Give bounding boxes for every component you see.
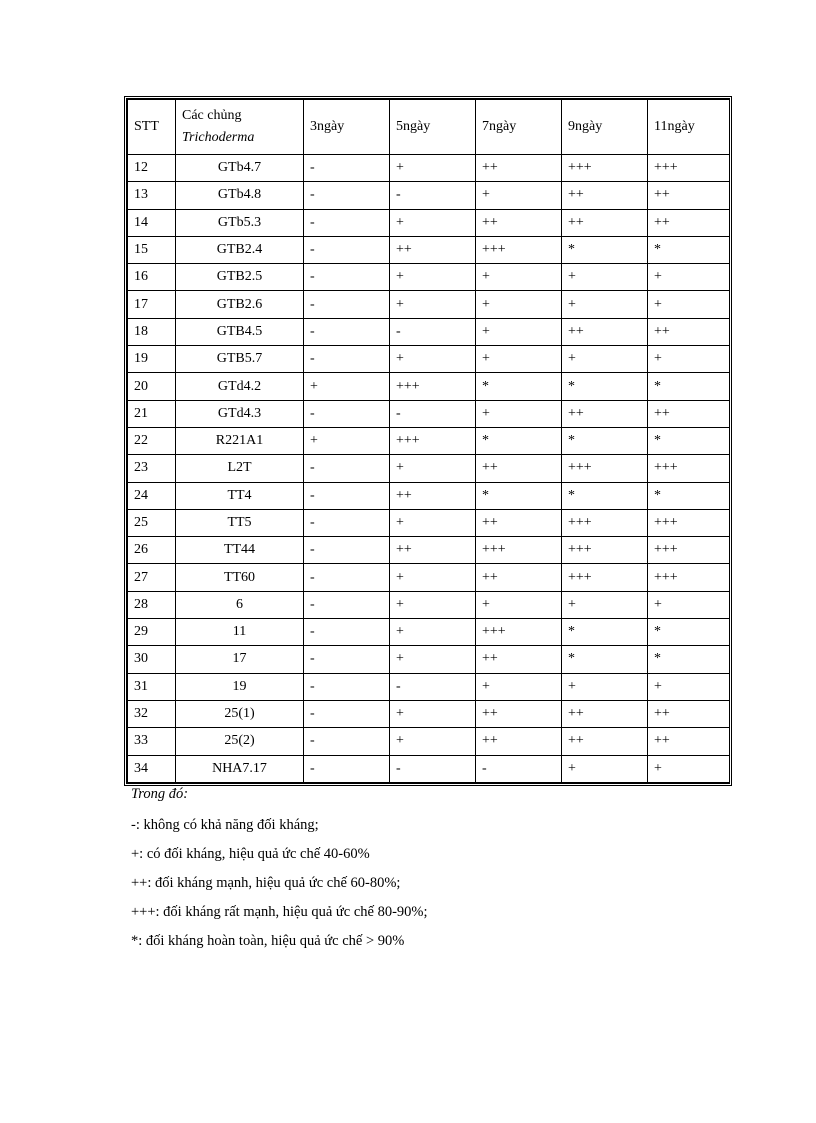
- cell-stt: 14: [128, 209, 176, 236]
- cell-strain: 6: [176, 591, 304, 618]
- cell-strain: 25(1): [176, 700, 304, 727]
- cell-day11: +++: [648, 537, 730, 564]
- cell-day5: +: [390, 700, 476, 727]
- table-row: [128, 318, 730, 345]
- cell-day9: +: [562, 346, 648, 373]
- cell-day11: +++: [648, 564, 730, 591]
- cell-stt: 28: [128, 591, 176, 618]
- table-row: [128, 537, 730, 564]
- cell-day5: +: [390, 646, 476, 673]
- cell-day3: -: [304, 291, 390, 318]
- cell-day7: +: [476, 291, 562, 318]
- cell-day5: ++: [390, 236, 476, 263]
- cell-day3: -: [304, 591, 390, 618]
- cell-day5: +: [390, 209, 476, 236]
- cell-day9: +++: [562, 155, 648, 182]
- cell-day5: +: [390, 155, 476, 182]
- cell-day11: +: [648, 673, 730, 700]
- cell-stt: 21: [128, 400, 176, 427]
- cell-day11: ++: [648, 209, 730, 236]
- cell-day11: ++: [648, 728, 730, 755]
- cell-strain: GTd4.2: [176, 373, 304, 400]
- table-row: [128, 209, 730, 236]
- cell-day9: +: [562, 673, 648, 700]
- cell-stt: 34: [128, 755, 176, 782]
- antagonism-table-frame: [124, 96, 732, 786]
- cell-day3: -: [304, 482, 390, 509]
- header-row: [128, 100, 730, 155]
- table-row: [128, 182, 730, 209]
- cell-strain: TT60: [176, 564, 304, 591]
- cell-day5: -: [390, 755, 476, 782]
- table-row: [128, 455, 730, 482]
- cell-day11: +: [648, 264, 730, 291]
- table-row: [128, 509, 730, 536]
- cell-day9: *: [562, 236, 648, 263]
- table-row: [128, 700, 730, 727]
- cell-day7: +: [476, 346, 562, 373]
- cell-strain: L2T: [176, 455, 304, 482]
- cell-strain: GTd4.3: [176, 400, 304, 427]
- legend-item-triple-plus: +++: đối kháng rất mạnh, hiệu quả ức chế 80-90%;: [131, 904, 428, 920]
- cell-day3: -: [304, 182, 390, 209]
- cell-strain: 25(2): [176, 728, 304, 755]
- cell-day7: *: [476, 482, 562, 509]
- cell-stt: 13: [128, 182, 176, 209]
- table-body: [128, 155, 730, 783]
- cell-day11: *: [648, 373, 730, 400]
- cell-stt: 31: [128, 673, 176, 700]
- header-strain: [176, 100, 304, 155]
- cell-day5: +: [390, 728, 476, 755]
- cell-day5: +: [390, 619, 476, 646]
- table-row: [128, 619, 730, 646]
- cell-day3: -: [304, 646, 390, 673]
- cell-strain: GTB5.7: [176, 346, 304, 373]
- cell-day7: +: [476, 400, 562, 427]
- cell-day7: ++: [476, 564, 562, 591]
- table-row: [128, 482, 730, 509]
- cell-day9: *: [562, 619, 648, 646]
- cell-day5: ++: [390, 482, 476, 509]
- cell-day9: +: [562, 755, 648, 782]
- cell-day3: -: [304, 673, 390, 700]
- cell-strain: TT44: [176, 537, 304, 564]
- cell-day9: *: [562, 646, 648, 673]
- cell-day3: -: [304, 700, 390, 727]
- cell-day11: +: [648, 291, 730, 318]
- cell-day11: ++: [648, 318, 730, 345]
- cell-day5: +: [390, 291, 476, 318]
- table-row: [128, 646, 730, 673]
- cell-day7: +: [476, 673, 562, 700]
- cell-day9: +: [562, 264, 648, 291]
- legend-item-star: *: đối kháng hoàn toàn, hiệu quả ức chế > 90%: [131, 933, 405, 949]
- legend-title: Trong đó:: [131, 786, 189, 802]
- cell-day9: +: [562, 291, 648, 318]
- cell-strain: NHA7.17: [176, 755, 304, 782]
- cell-stt: 32: [128, 700, 176, 727]
- cell-day7: -: [476, 755, 562, 782]
- cell-day5: -: [390, 318, 476, 345]
- cell-day7: ++: [476, 209, 562, 236]
- cell-day9: +++: [562, 564, 648, 591]
- cell-day5: -: [390, 182, 476, 209]
- cell-day7: ++: [476, 728, 562, 755]
- cell-day11: *: [648, 482, 730, 509]
- table-row: [128, 236, 730, 263]
- cell-day7: *: [476, 427, 562, 454]
- header-strain-line2: Trichoderma: [182, 130, 255, 145]
- cell-strain: 19: [176, 673, 304, 700]
- cell-strain: R221A1: [176, 427, 304, 454]
- cell-day3: -: [304, 755, 390, 782]
- table-row: [128, 346, 730, 373]
- cell-day5: -: [390, 673, 476, 700]
- cell-day7: ++: [476, 646, 562, 673]
- cell-day5: +: [390, 564, 476, 591]
- cell-day3: -: [304, 155, 390, 182]
- cell-day9: ++: [562, 182, 648, 209]
- cell-stt: 15: [128, 236, 176, 263]
- cell-strain: TT5: [176, 509, 304, 536]
- cell-day7: +: [476, 182, 562, 209]
- cell-day3: -: [304, 455, 390, 482]
- cell-day9: *: [562, 427, 648, 454]
- cell-day7: +++: [476, 236, 562, 263]
- cell-day9: *: [562, 482, 648, 509]
- cell-day7: *: [476, 373, 562, 400]
- table-row: [128, 755, 730, 782]
- table-row: [128, 373, 730, 400]
- antagonism-table: [127, 99, 730, 783]
- table-row: [128, 264, 730, 291]
- cell-day11: +++: [648, 509, 730, 536]
- table-row: [128, 427, 730, 454]
- cell-strain: GTb4.7: [176, 155, 304, 182]
- cell-strain: GTB4.5: [176, 318, 304, 345]
- cell-strain: 17: [176, 646, 304, 673]
- cell-day3: -: [304, 264, 390, 291]
- cell-strain: GTB2.4: [176, 236, 304, 263]
- cell-day3: -: [304, 537, 390, 564]
- cell-day9: ++: [562, 209, 648, 236]
- cell-stt: 16: [128, 264, 176, 291]
- cell-day3: -: [304, 509, 390, 536]
- cell-day9: *: [562, 373, 648, 400]
- cell-strain: GTB2.5: [176, 264, 304, 291]
- cell-stt: 27: [128, 564, 176, 591]
- cell-day7: ++: [476, 509, 562, 536]
- cell-day5: +: [390, 346, 476, 373]
- header-day3: 3ngày: [304, 100, 390, 155]
- cell-day5: -: [390, 400, 476, 427]
- cell-day3: -: [304, 728, 390, 755]
- cell-day3: -: [304, 619, 390, 646]
- legend: [131, 784, 691, 956]
- table-row: [128, 564, 730, 591]
- cell-day3: +: [304, 427, 390, 454]
- cell-day3: -: [304, 209, 390, 236]
- cell-day11: +: [648, 755, 730, 782]
- cell-day7: +: [476, 318, 562, 345]
- table-row: [128, 591, 730, 618]
- cell-day5: +++: [390, 427, 476, 454]
- cell-stt: 25: [128, 509, 176, 536]
- cell-day3: -: [304, 318, 390, 345]
- cell-stt: 29: [128, 619, 176, 646]
- header-day7: 7ngày: [476, 100, 562, 155]
- cell-stt: 17: [128, 291, 176, 318]
- cell-strain: 11: [176, 619, 304, 646]
- cell-strain: GTB2.6: [176, 291, 304, 318]
- cell-day7: ++: [476, 700, 562, 727]
- legend-item-double-plus: ++: đối kháng mạnh, hiệu quả ức chế 60-80%;: [131, 875, 401, 891]
- cell-day11: +: [648, 591, 730, 618]
- cell-day3: -: [304, 564, 390, 591]
- cell-stt: 23: [128, 455, 176, 482]
- cell-day3: -: [304, 236, 390, 263]
- cell-day11: +++: [648, 155, 730, 182]
- cell-day11: +: [648, 346, 730, 373]
- cell-stt: 19: [128, 346, 176, 373]
- cell-day9: ++: [562, 728, 648, 755]
- cell-day11: ++: [648, 182, 730, 209]
- cell-day5: +++: [390, 373, 476, 400]
- table-row: [128, 673, 730, 700]
- cell-day9: ++: [562, 318, 648, 345]
- cell-stt: 33: [128, 728, 176, 755]
- cell-day11: *: [648, 646, 730, 673]
- header-day5: 5ngày: [390, 100, 476, 155]
- cell-day9: ++: [562, 400, 648, 427]
- cell-day3: -: [304, 400, 390, 427]
- cell-day3: -: [304, 346, 390, 373]
- legend-item-plus: +: có đối kháng, hiệu quả ức chế 40-60%: [131, 846, 370, 862]
- cell-day5: +: [390, 591, 476, 618]
- cell-day11: ++: [648, 700, 730, 727]
- cell-stt: 26: [128, 537, 176, 564]
- cell-day11: *: [648, 236, 730, 263]
- cell-day5: ++: [390, 537, 476, 564]
- cell-day3: +: [304, 373, 390, 400]
- cell-stt: 24: [128, 482, 176, 509]
- table-header: [128, 100, 730, 155]
- cell-strain: GTb4.8: [176, 182, 304, 209]
- cell-day5: +: [390, 509, 476, 536]
- cell-day11: ++: [648, 400, 730, 427]
- header-day11: 11ngày: [648, 100, 730, 155]
- table-row: [128, 155, 730, 182]
- cell-day9: +++: [562, 537, 648, 564]
- cell-day7: +: [476, 264, 562, 291]
- cell-day9: +: [562, 591, 648, 618]
- cell-stt: 18: [128, 318, 176, 345]
- cell-day11: *: [648, 427, 730, 454]
- cell-stt: 22: [128, 427, 176, 454]
- cell-day11: *: [648, 619, 730, 646]
- cell-day5: +: [390, 455, 476, 482]
- table-row: [128, 400, 730, 427]
- cell-day11: +++: [648, 455, 730, 482]
- cell-day5: +: [390, 264, 476, 291]
- header-strain-line1: Các chủng: [182, 108, 242, 123]
- cell-day7: +++: [476, 619, 562, 646]
- cell-day9: +++: [562, 455, 648, 482]
- cell-day7: +: [476, 591, 562, 618]
- cell-day9: +++: [562, 509, 648, 536]
- cell-day9: ++: [562, 700, 648, 727]
- header-day9: 9ngày: [562, 100, 648, 155]
- cell-strain: GTb5.3: [176, 209, 304, 236]
- header-stt: STT: [128, 100, 176, 155]
- cell-day7: ++: [476, 455, 562, 482]
- table-row: [128, 291, 730, 318]
- cell-stt: 30: [128, 646, 176, 673]
- cell-stt: 12: [128, 155, 176, 182]
- table-row: [128, 728, 730, 755]
- cell-stt: 20: [128, 373, 176, 400]
- cell-day7: ++: [476, 155, 562, 182]
- legend-item-none: -: không có khả năng đối kháng;: [131, 817, 319, 833]
- cell-strain: TT4: [176, 482, 304, 509]
- cell-day7: +++: [476, 537, 562, 564]
